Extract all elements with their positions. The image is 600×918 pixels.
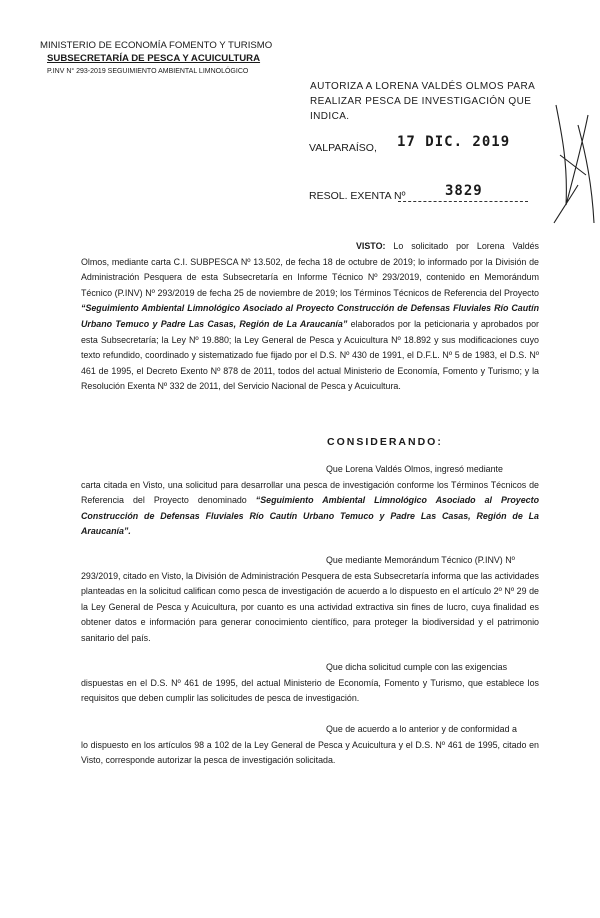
visto-paragraph	[81, 239, 539, 395]
date-stamp: 17 DIC. 2019	[397, 134, 511, 150]
visto-project-name: “Seguimiento Ambiental Limnológico Asociado al Proyecto Construcción de Defensas Fluviales Río Cautín Urbano Temuco y Padre Las Casas, Región de La Araucanía”	[81, 303, 539, 329]
subsecretaria-name: SUBSECRETARÍA DE PESCA Y ACUICULTURA	[47, 53, 261, 64]
visto-text-2: elaborados por la peticionaria y aprobados por esta Subsecretaría; la Ley Nº 19.880; la Ley General de Pesca y Acuicultura Nº 18.892 y sus modificaciones cuyo texto refundido, coordinado y sistematizado fue fijado por el D.S. Nº 430 de 1991, el D.F.L. Nº 5 de 1983, el D.S. Nº 461 de 1995, el Decreto Exento Nº 878 de 2011, todos del actual Ministerio de Economía, Fomento y Turismo; y la Resolución Exenta Nº 332 de 2011, del Servicio Nacional de Pesca y Acuicultura.	[81, 318, 539, 392]
resol-underline	[398, 201, 528, 202]
considerando-heading: CONSIDERANDO:	[327, 436, 443, 448]
considerando-paragraph-2	[81, 553, 539, 647]
visto-text-1: Lo solicitado por Lorena Valdés Olmos, mediante carta C.I. SUBPESCA Nº 13.502, de fecha 18 de octubre de 2019; lo informado por la División de Administración Pesquera de esta Subsecretaría en Informe Técnico Nº 293/2019, contenido en Memorándum Técnico (P.INV) Nº 293/2019 de fecha 25 de noviembre de 2019; los Términos Técnicos de Referencia del Proyecto	[81, 241, 539, 298]
p1-text: carta citada en Visto, una solicitud para desarrollar una pesca de investigación conforme los Términos Técnicos de Referencia del Proyecto denominado	[81, 479, 539, 506]
considerando-paragraph-4	[81, 722, 539, 769]
place-label: VALPARAÍSO,	[309, 142, 377, 154]
resol-label: RESOL. EXENTA Nº	[309, 190, 406, 202]
considerando-paragraph-3	[81, 660, 539, 707]
considerando-paragraph-1	[81, 462, 539, 540]
reference-line: P.INV N° 293-2019 SEGUIMIENTO AMBIENTAL LIMNOLÓGICO	[47, 68, 249, 75]
resol-number: 3829	[445, 183, 483, 199]
p4-text: lo dispuesto en los artículos 98 a 102 de la Ley General de Pesca y Acuicultura y el D.S. Nº 461 de 1995, citado en Visto, corresponde autorizar la pesca de investigación solicitada.	[81, 739, 539, 766]
p2-lead: Que mediante Memorándum Técnico (P.INV) Nº	[326, 555, 515, 565]
p1-project-name: “Seguimiento Ambiental Limnológico Asociado al Proyecto Construcción de Defensas Fluviales Río Cautín Urbano Temuco y Padre Las Casas, Región de La Araucanía”.	[81, 495, 539, 537]
resolution-title: AUTORIZA A LORENA VALDÉS OLMOS PARA REALIZAR PESCA DE INVESTIGACIÓN QUE INDICA.	[310, 81, 535, 122]
ministry-name: MINISTERIO DE ECONOMÍA FOMENTO Y TURISMO	[40, 40, 273, 51]
p1-lead: Que Lorena Valdés Olmos, ingresó mediante	[326, 464, 503, 474]
p3-text: dispuestas en el D.S. Nº 461 de 1995, del actual Ministerio de Economía, Fomento y Turismo, que establece los requisitos que deben cumplir las solicitudes de pesca de investigación.	[81, 677, 539, 704]
p2-text: 293/2019, citado en Visto, la División de Administración Pesquera de esta Subsecretaría informa que las actividades planteadas en la solicitud califican como pesca de investigación de acuerdo a lo dispuesto en el artículo 2º Nº 29 de la Ley General de Pesca y Acuicultura, por cuanto es una actividad extractiva sin fines de lucro, cuya finalidad es obtener datos e información para generar conocimiento científico, para proteger la biodiversidad y el patrimonio sanitario del país.	[81, 570, 539, 643]
visto-label: VISTO:	[356, 241, 386, 251]
p4-lead: Que de acuerdo a lo anterior y de conformidad a	[326, 724, 517, 734]
initials-signature-icon	[548, 95, 598, 230]
p3-lead: Que dicha solicitud cumple con las exigencias	[326, 662, 508, 672]
